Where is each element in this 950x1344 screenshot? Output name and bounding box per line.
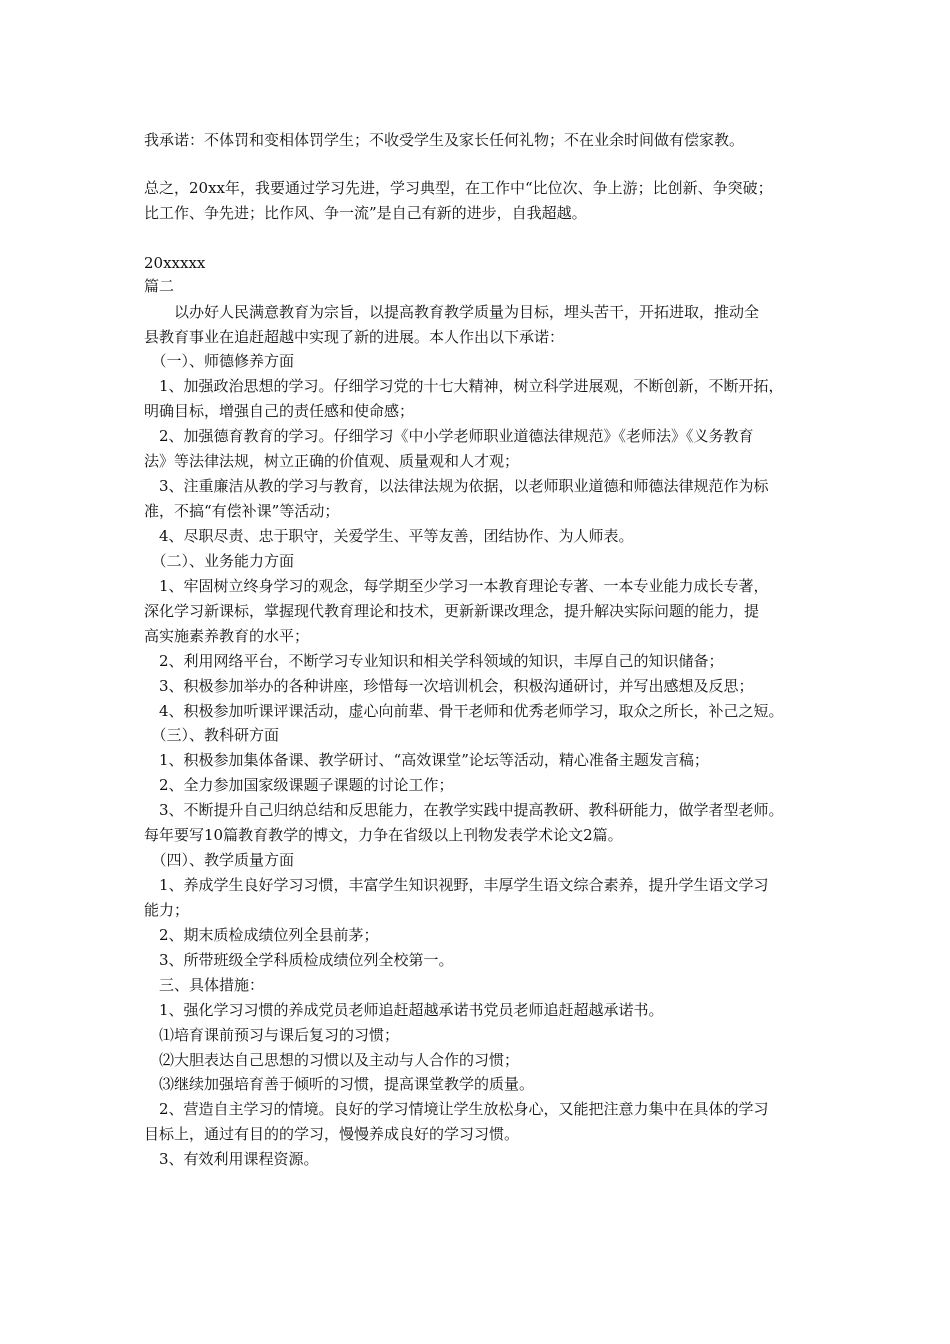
text-line: 2、期末质检成绩位列全县前茅； [144,926,379,944]
text-line: 我承诺：不体罚和变相体罚学生；不收受学生及家长任何礼物；不在业余时间做有偿家教。 [144,131,745,149]
text-line: 2、加强德育教育的学习。仔细学习《中小学老师职业道德法律规范》《老师法》《义务教育 [144,427,754,445]
text-line: 1、加强政治思想的学习。仔细学习党的十七大精神，树立科学进展观，不断创新，不断开拓， [144,377,784,395]
subsection-heading: （四）、教学质量方面 [144,851,295,869]
text-line: 以办好人民满意教育为宗旨，以提高教育教学质量为目标，埋头苦干，开拓进取，推动全 [144,303,760,321]
subsection-heading: （一）、师德修养方面 [144,352,295,370]
subsection-heading: 三、具体措施： [144,976,265,994]
text-line: 县教育事业在追赶超越中实现了新的进展。本人作出以下承诺： [144,328,565,346]
text-line: 4、积极参加听课评课活动，虚心向前辈、骨干老师和优秀老师学习，取众之所长，补己之短。 [144,702,784,720]
text-line: 每年要写10篇教育教学的博文，力争在省级以上刊物发表学术论文2篇。 [144,826,623,844]
date-line: 20xxxxx [144,254,206,272]
text-line: 目标上，通过有目的的学习，慢慢养成良好的学习习惯。 [144,1125,520,1143]
text-line: ⑵大胆表达自己思想的习惯以及主动与人合作的习惯； [144,1051,520,1069]
text-line: 3、所带班级全学科质检成绩位列全校第一。 [144,951,454,969]
subsection-heading: （三）、教科研方面 [144,726,280,744]
text-line: 3、积极参加举办的各种讲座，珍惜每一次培训机会，积极沟通研讨，并写出感想及反思； [144,677,754,695]
text-line: 3、有效利用课程资源。 [144,1150,319,1168]
text-line: 1、牢固树立终身学习的观念，每学期至少学习一本教育理论专著、一本专业能力成长专著， [144,577,769,595]
text-line: 1、强化学习习惯的养成党员老师追赶超越承诺书党员老师追赶超越承诺书。 [144,1001,664,1019]
text-line: 深化学习新课标，掌握现代教育理论和技术，更新新课改理念，提升解决实际问题的能力，提 [144,602,760,620]
text-line: 高实施素养教育的水平； [144,627,310,645]
text-line: 2、利用网络平台，不断学习专业知识和相关学科领域的知识，丰厚自己的知识储备； [144,652,724,670]
text-line: 准，不搞“有偿补课”等活动； [144,502,340,520]
text-line: 2、营造自主学习的情境。良好的学习情境让学生放松身心，又能把注意力集中在具体的学习 [144,1100,769,1118]
text-line: 1、积极参加集体备课、教学研讨、“高效课堂”论坛等活动，精心准备主题发言稿； [144,751,709,769]
text-line: ⑶继续加强培育善于倾听的习惯，提高课堂教学的质量。 [144,1075,535,1093]
text-line: 3、注重廉洁从教的学习与教育，以法律法规为依据，以老师职业道德和师德法律规范作为标 [144,477,769,495]
text-line: 4、尽职尽责、忠于职守，关爱学生、平等友善，团结协作、为人师表。 [144,527,634,545]
text-line: 2、全力参加国家级课题子课题的讨论工作； [144,776,454,794]
text-line: 3、不断提升自己归纳总结和反思能力，在教学实践中提高教研、教科研能力，做学者型老师。 [144,801,784,819]
text-line: 总之，20xx年，我要通过学习先进，学习典型，在工作中“比位次、争上游；比创新、争突破； [144,179,773,197]
text-line: 1、养成学生良好学习习惯，丰富学生知识视野，丰厚学生语文综合素养，提升学生语文学习 [144,876,769,894]
section-heading: 篇二 [144,277,175,295]
text-line: 能力； [144,901,190,919]
text-line: 明确目标，增强自己的责任感和使命感； [144,402,415,420]
subsection-heading: （二）、业务能力方面 [144,552,295,570]
text-line: ⑴培育课前预习与课后复习的习惯； [144,1026,400,1044]
text-line: 法》等法律法规，树立正确的价值观、质量观和人才观； [144,452,520,470]
text-line: 比工作、争先进；比作风、争一流”是自己有新的进步，自我超越。 [144,204,587,222]
